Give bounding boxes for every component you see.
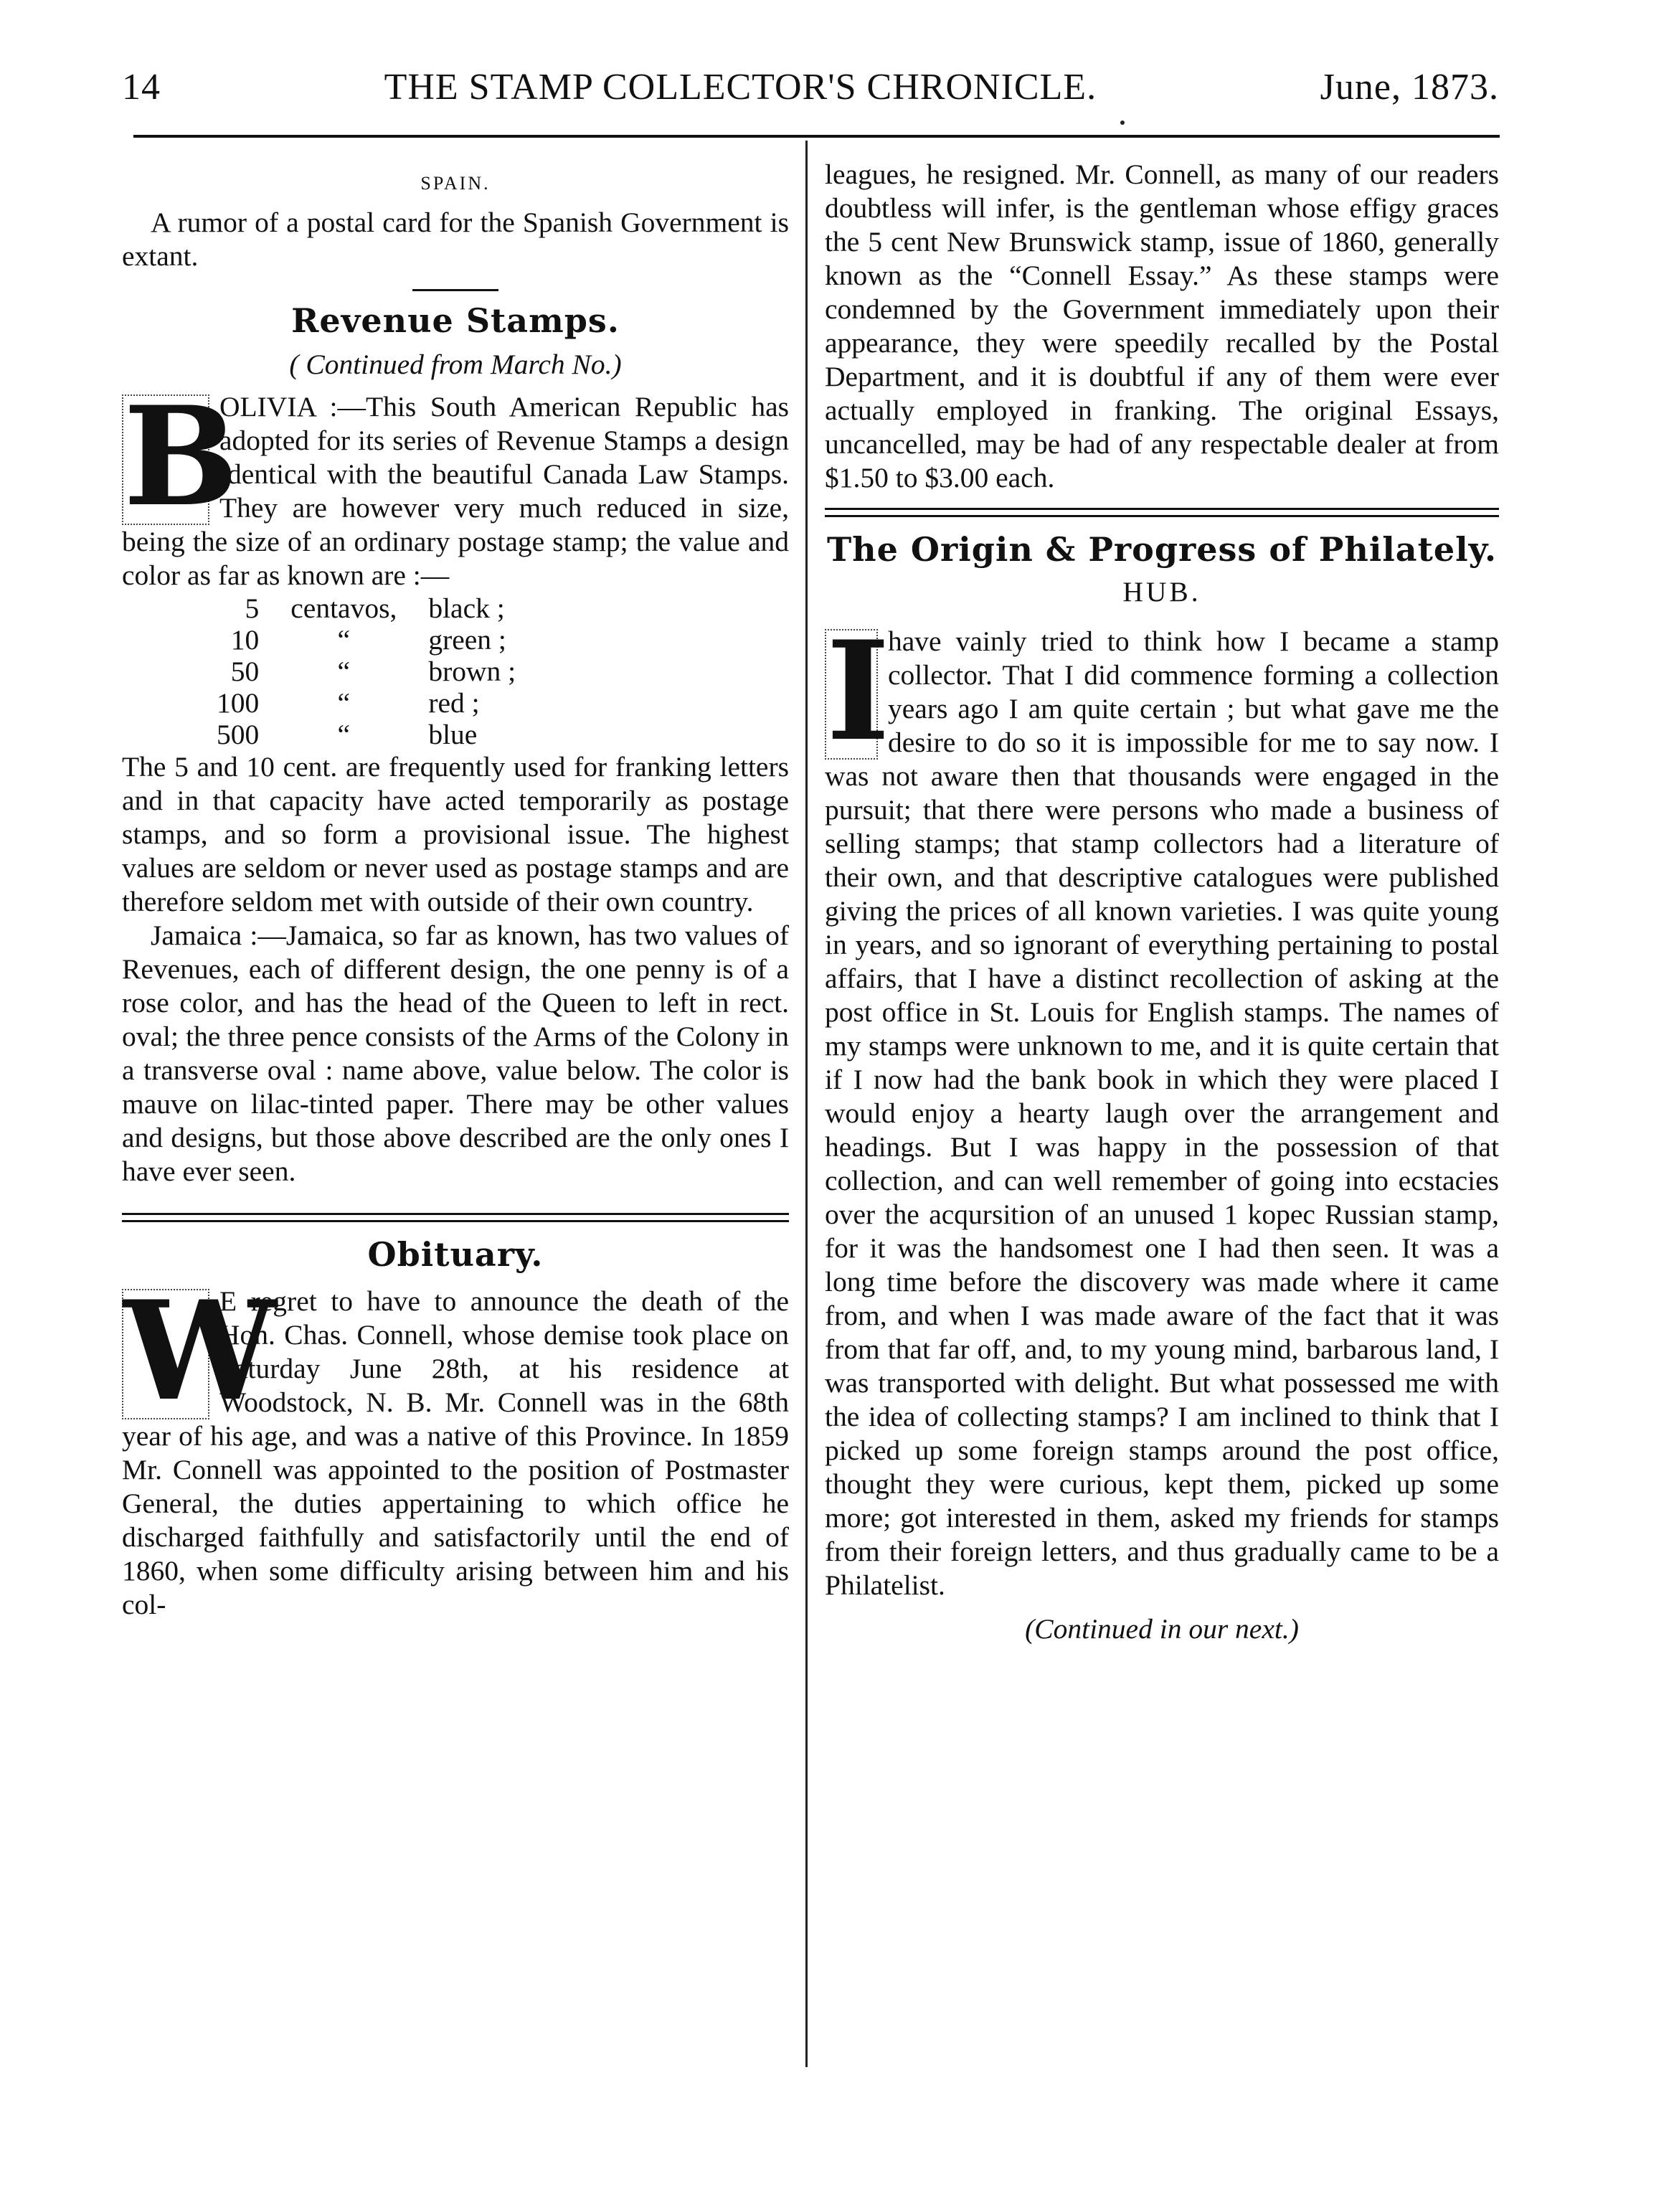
- color-cell: green ;: [428, 624, 506, 656]
- value-cell: 10: [230, 624, 260, 656]
- double-rule: [825, 508, 1499, 517]
- color-cell: black ;: [428, 592, 505, 624]
- header-rule: [133, 135, 1500, 138]
- table-row: [201, 719, 531, 750]
- revenue-para-1: The 5 and 10 cent. are frequently used for franking letters and in that capacity have acted temporarily as postage stamps, and so form a provisional issue. The highest values are seldom or never used as postage stamps and are therefore seldom met with outside of their own country.: [122, 751, 789, 917]
- spain-heading: SPAIN.: [420, 173, 491, 194]
- color-cell: red ;: [428, 687, 480, 719]
- table-row: [201, 656, 531, 687]
- unit-cell: “: [337, 687, 351, 719]
- left-column: [122, 158, 789, 1622]
- right-column: [825, 158, 1499, 1646]
- origin-continued: (Continued in our next.): [1025, 1613, 1299, 1645]
- spain-text: A rumor of a postal card for the Spanish Government is extant.: [122, 207, 789, 272]
- revenue-lead: OLIVIA :—This South American Republic has adopted for its series of Revenue Stamps a design identical with the beautiful Canada Law Stamps. They are however very much reduced in size, being the size of an ordinary postage stamp; the value and color as far as known are :—: [122, 391, 789, 591]
- unit-cell: centavos,: [290, 592, 397, 624]
- revenue-values-table: [201, 592, 531, 750]
- obituary-text: E regret to have to announce the death of the Hon. Chas. Connell, whose demise took place on Saturday June 28th, at his residence at Woodstock, N. B. Mr. Connell was in the 68th year of his age, and was a native of this Province. In 1859 Mr. Connell was appointed to the position of Postmaster General, the duties appertaining to which office he discharged faithfully and satisfactorily until the end of 1860, when some difficulty arising between him and his col-: [122, 1285, 789, 1620]
- revenue-body: [122, 390, 789, 592]
- page-number: 14: [122, 67, 161, 108]
- unit-cell: “: [337, 624, 351, 656]
- obituary-body: [122, 1285, 789, 1622]
- origin-heading: The Origin & Progress of Philately.: [826, 530, 1498, 569]
- revenue-para-2: Jamaica :—Jamaica, so far as known, has two values of Revenues, each of different design, the one penny is of a rose color, and has the head of the Queen to left in rect. oval; the three pence consists of the Arms of the Colony in a transverse oval : name above, value below. The color is mauve on lilac-tinted paper. There may be other values and designs, but those above described are the only ones I have ever seen.: [122, 920, 789, 1187]
- issue-date: June, 1873.: [1320, 67, 1499, 108]
- unit-cell: “: [337, 719, 351, 750]
- revenue-heading: Revenue Stamps.: [291, 301, 620, 340]
- origin-body: [825, 625, 1499, 1602]
- value-cell: 5: [245, 592, 260, 624]
- publication-title: THE STAMP COLLECTOR'S CHRONICLE.: [384, 67, 1097, 108]
- dropcap-w: W: [123, 1285, 277, 1431]
- table-row: [201, 687, 531, 719]
- page-header: [122, 66, 1499, 123]
- double-rule: [122, 1213, 789, 1222]
- dropcap-b: B: [123, 390, 239, 537]
- dropcap-i: I: [826, 625, 890, 771]
- section-rule: [412, 289, 498, 291]
- color-cell: blue: [428, 719, 478, 750]
- table-row: [201, 624, 531, 656]
- obituary-heading: Obituary.: [367, 1235, 544, 1274]
- table-row: [201, 592, 531, 624]
- revenue-continued: ( Continued from March No.): [289, 349, 622, 380]
- obituary-continued: leagues, he resigned. Mr. Connell, as many of our readers doubtless will infer, is the gentleman whose effigy graces the 5 cent New Brunswick stamp, issue of 1860, generally known as the “Connell Essay.” As these stamps were condemned by the Government immediately upon their appearance, they were speedily recalled by the Postal Department, and it is doubtful if any of them were ever actually employed in franking. The original Essays, uncancelled, may be had of any respectable dealer at from $1.50 to $3.00 each.: [825, 159, 1499, 493]
- origin-author: HUB.: [1122, 576, 1201, 608]
- unit-cell: “: [337, 656, 351, 687]
- column-divider: [805, 141, 808, 2067]
- print-speck: [1120, 120, 1125, 125]
- value-cell: 500: [217, 719, 260, 750]
- origin-text: have vainly tried to think how I became a stamp collector. That I did commence forming a collection years ago I am quite certain ; but what gave me the desire to do so it is impossible for me to say now. I was not aware then that thousands were engaged in the pursuit; that there were persons who made a business of selling stamps; that stamp collectors had a literature of their own, and that descriptive catalogues were published giving the prices of all known varieties. I was quite young in years, and so ignorant of everything pertaining to postal affairs, that I have a distinct recollection of asking at the post office in St. Louis for English stamps. The names of my stamps were unknown to me, and it is quite certain that if I now had the bank book in which they were placed I would enjoy a hearty laugh over the arrangement and headings. But I was happy in the possession of that collection, and can well remember of going into ecstacies over the acqursition of an unused 1 kopec Russian stamp, for it was the handsomest one I had then seen. It was a long time before the discovery was made where it came from, and when I was made aware of the fact that it was from that far off, and, to my young mind, barbarous land, I was transported with delight. But what possessed me with the idea of collecting stamps? I am inclined to think that I picked up some foreign stamps around the post office, thought they were curious, kept them, picked up some more; got interested in them, asked my friends for stamps from their foreign letters, and thus gradually came to be a Philatelist.: [825, 625, 1499, 1601]
- value-cell: 50: [230, 656, 260, 687]
- color-cell: brown ;: [428, 656, 516, 687]
- value-cell: 100: [217, 687, 260, 719]
